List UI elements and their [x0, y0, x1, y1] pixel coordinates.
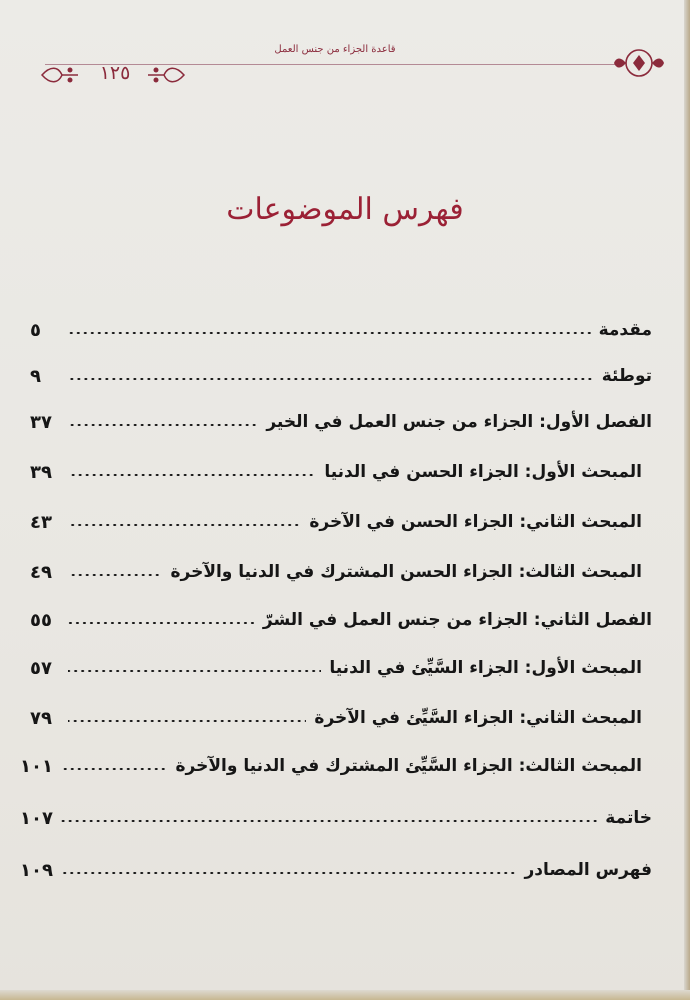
dot-leader: [68, 474, 316, 476]
toc-entry-label: مقدمة: [598, 320, 652, 340]
toc-entry-page: ٥٥: [30, 609, 52, 631]
toc-entry-label: المبحث الثاني: الجزاء السَّيِّئ في الآخرة: [314, 708, 642, 728]
dot-leader: [68, 622, 255, 624]
toc-entry: [30, 310, 652, 350]
toc-entry-section: [30, 452, 642, 492]
dot-leader: [68, 670, 321, 672]
page-number: ١٢٥: [99, 62, 131, 84]
toc-entry-page: ٥٧: [30, 657, 52, 679]
toc-entry-page: ٤٩: [30, 561, 52, 583]
toc-entry: [20, 850, 652, 890]
toc-entry-section: [30, 698, 642, 738]
toc-entry-label: خاتمة: [605, 808, 652, 828]
toc-entry-page: ١٠٧: [20, 807, 53, 829]
dot-leader: [61, 872, 516, 874]
toc-entry-section: [20, 746, 642, 786]
dot-leader: [68, 524, 301, 526]
dot-leader: [61, 820, 597, 822]
page-title: فهرس الموضوعات: [226, 192, 464, 227]
toc-entry: [30, 356, 652, 396]
toc-entry-section: [30, 502, 642, 542]
toc-entry: [20, 798, 652, 838]
dot-leader: [61, 768, 168, 770]
toc-entry-label: توطئة: [601, 366, 652, 386]
toc-entry-page: ٤٣: [30, 511, 52, 533]
toc-entry-label: المبحث الثاني: الجزاء الحسن في الآخرة: [309, 512, 642, 532]
toc-entry-label: المبحث الأول: الجزاء الحسن في الدنيا: [324, 462, 642, 482]
toc-entry-label: فهرس المصادر: [524, 860, 652, 880]
toc-entry-label: الفصل الثاني: الجزاء من جنس العمل في الشرّ: [262, 610, 652, 630]
toc-entry-page: ٧٩: [30, 707, 52, 729]
toc-entry-page: ٥: [30, 319, 41, 341]
toc-entry-label: المبحث الثالث: الجزاء السَّيِّئ المشترك في الدنيا والآخرة: [175, 756, 642, 776]
toc-entry-page: ١٠٩: [20, 859, 53, 881]
toc-entry-page: ٩: [30, 365, 41, 387]
dot-leader: [68, 378, 594, 380]
running-title: قاعدة الجزاء من جنس العمل: [274, 44, 396, 55]
toc-entry-label: الفصل الأول: الجزاء من جنس العمل في الخير: [266, 412, 652, 432]
dot-leader: [68, 720, 306, 722]
toc-entry-page: ٣٧: [30, 411, 52, 433]
toc-entry-label: المبحث الثالث: الجزاء الحسن المشترك في الدنيا والآخرة: [170, 562, 642, 582]
toc-entry-label: المبحث الأول: الجزاء السَّيِّئ في الدنيا: [329, 658, 642, 678]
toc-entry-page: ٣٩: [30, 461, 52, 483]
dot-leader: [68, 332, 593, 334]
toc-entry-chapter: [30, 600, 652, 640]
toc-entry-section: [30, 648, 642, 688]
toc-entry-page: ١٠١: [20, 755, 53, 777]
toc-entry-chapter: [30, 402, 652, 442]
dot-leader: [68, 574, 162, 576]
toc-entry-section: [30, 552, 642, 592]
dot-leader: [68, 424, 258, 426]
